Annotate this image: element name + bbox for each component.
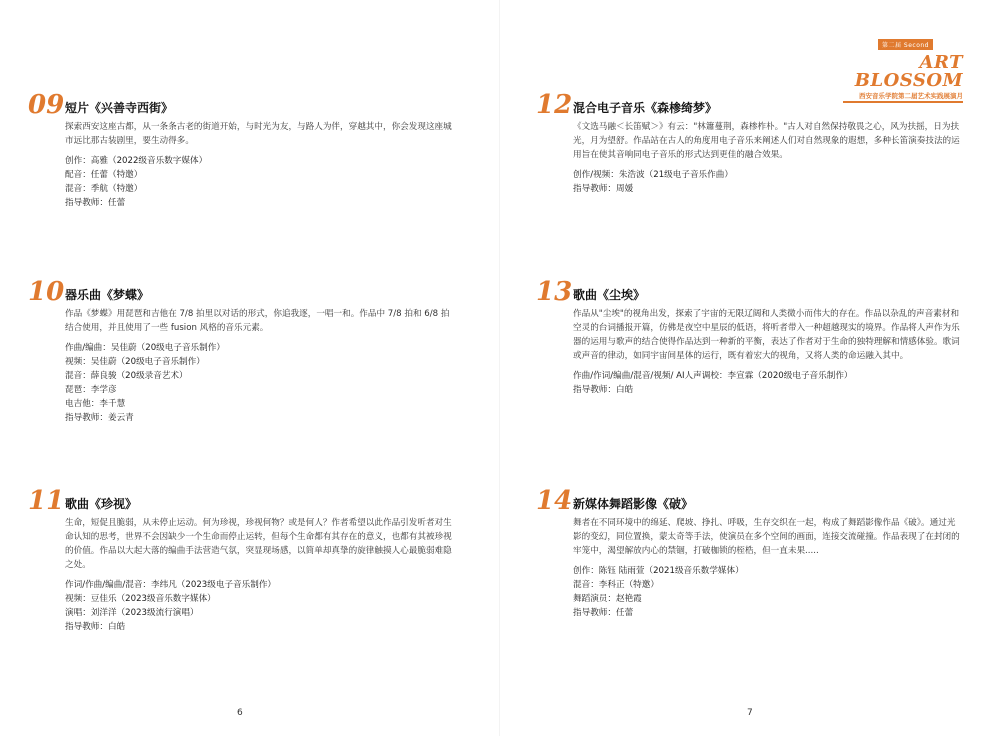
section-body (65, 307, 455, 425)
section-number: 14 (536, 486, 573, 516)
left-page (0, 0, 499, 736)
section-body (573, 120, 963, 196)
brand-title: ART BLOSSOM (854, 52, 963, 91)
section-number: 10 (28, 277, 65, 307)
credit-line: 指导教师：任蕾 (65, 198, 126, 208)
credit-line: 演唱：刘洋洋（2023级流行演唱） (65, 608, 199, 618)
section-description: 作品从"尘埃"的视角出发，探索了宇宙的无限辽阔和人类微小而伟大的存在。作品以杂乱的声音素材和空灵的台词播报开篇，仿佛是夜空中星辰的低语，将听者带入一种超越现实的境界。作品将人声作为乐器的运用与歌声的结合使得作品达到一种新的平衡，表达了作者对于生命的独特理解和情感体验。歌词或声音的律动，如同宇宙间星体的运行，既有着宏大的视角，又将人类的命运融入其中。 (573, 309, 960, 361)
art-blossom-logo (823, 32, 963, 103)
credit-line: 创作：高雅（2022级音乐数字媒体） (65, 156, 208, 166)
credit-line: 创作：陈钰 陆雨萱（2021级音乐数学媒体） (573, 566, 744, 576)
section-description: 舞者在不同环境中的绵延、爬坡、挣扎、呼吸，生存交织在一起，构成了舞蹈影像作品《破》。通过光影的变幻，同位置换，蒙太奇等手法，使演员在多个空间的画面，连接交流碰撞。作品表现了在封闭的牢笼中，渴望解放内心的禁锢，打破枷锁的桎梏，但一直未果..... (573, 518, 960, 556)
right-page (500, 0, 999, 736)
credit-line: 作词/作曲/编曲/混音：李纬凡（2023级电子音乐制作） (65, 580, 277, 590)
credit-line: 创作/视频：朱浩波（21级电子音乐作曲） (573, 170, 733, 180)
brand-tag: 第二届 Second (878, 39, 933, 50)
section-body (65, 516, 455, 634)
credit-line: 作曲/编曲：吴佳蔚（20级电子音乐制作） (65, 343, 225, 353)
section-number: 12 (536, 90, 573, 120)
credit-line: 指导教师：周媛 (573, 184, 634, 194)
credit-line: 混音：季航（特邀） (65, 184, 143, 194)
section-title: 器乐曲《梦蝶》 (65, 288, 150, 302)
section-title: 新媒体舞蹈影像《破》 (573, 497, 694, 511)
section-title: 歌曲《尘埃》 (573, 288, 646, 302)
section-description: 《文选马融＜长笛赋＞》有云："林簫蔓荆，森椮柞朴。"古人对自然保持敬畏之心，风为扶摇，日为扶光，月为望舒。作品站在古人的角度用电子音乐来阐述人们对自然现象的遐想，多种长笛演奏技法的运用旨在使其音响同电子音乐的形式达到更佳的融合效果。 (573, 122, 960, 160)
section-description: 探索西安这座古都，从一条条古老的街道开始，与时光为友，与路人为伴，穿越其中，你会发现这座城市远比那古装剧里，要生动得多。 (65, 122, 452, 146)
credit-line: 混音：李科正（特邀） (573, 580, 659, 590)
section-body (573, 307, 963, 397)
section-description: 生命，短促且脆弱，从未停止运动。何为珍视，珍视何物？或是何人？作者希望以此作品引发听者对生命认知的思考，世界不会因缺少一个生命而停止运转，但每个生命都有其存在的意义，也都有其被珍视的价值。作品以大起大落的编曲手法营造气氛，突显现场感，以简单却真挚的旋律触摸人心最脆弱难隐之处。 (65, 518, 452, 570)
brand-underline (843, 101, 963, 103)
section-body (573, 516, 963, 620)
section-body (65, 120, 455, 210)
section-title: 短片《兴善寺西街》 (65, 101, 174, 115)
credit-line: 视频：吴佳蔚（20级电子音乐制作） (65, 357, 205, 367)
credit-line: 混音：薛良骏（20级录音艺术） (65, 371, 188, 381)
credit-line: 视频：豆佳乐（2023级音乐数字媒体） (65, 594, 216, 604)
page-number: 7 (747, 708, 753, 718)
section-number: 11 (28, 486, 65, 516)
credit-line: 指导教师：白皓 (573, 385, 634, 395)
section-title: 混合电子音乐《森椮绮梦》 (573, 101, 718, 115)
credit-line: 作曲/作词/编曲/混音/视频/ AI人声调校：李宣霖（2020级电子音乐制作） (573, 371, 853, 381)
brand-subtitle: 西安音乐学院第二届艺术实践展演月 (859, 92, 963, 100)
credit-line: 配音：任蕾（特邀） (65, 170, 143, 180)
credit-line: 舞蹈演员：赵艳霞 (573, 594, 642, 604)
credit-line: 指导教师：姜云青 (65, 413, 134, 423)
credit-line: 指导教师：白皓 (65, 622, 126, 632)
section-number: 13 (536, 277, 573, 307)
section-description: 作品《梦蝶》用琵琶和吉他在 7/8 拍里以对话的形式，你追我逐，一唱一和。作品中 7/8 拍和 6/8 拍结合使用，并且使用了一些 fusion 风格的音乐元素。 (65, 309, 450, 333)
page-number: 6 (237, 708, 243, 718)
section-title: 歌曲《珍视》 (65, 497, 138, 511)
credit-line: 琵琶：李学彦 (65, 385, 117, 395)
section-number: 09 (28, 90, 65, 120)
credit-line: 电吉他：李千慧 (65, 399, 126, 409)
credit-line: 指导教师：任蕾 (573, 608, 634, 618)
